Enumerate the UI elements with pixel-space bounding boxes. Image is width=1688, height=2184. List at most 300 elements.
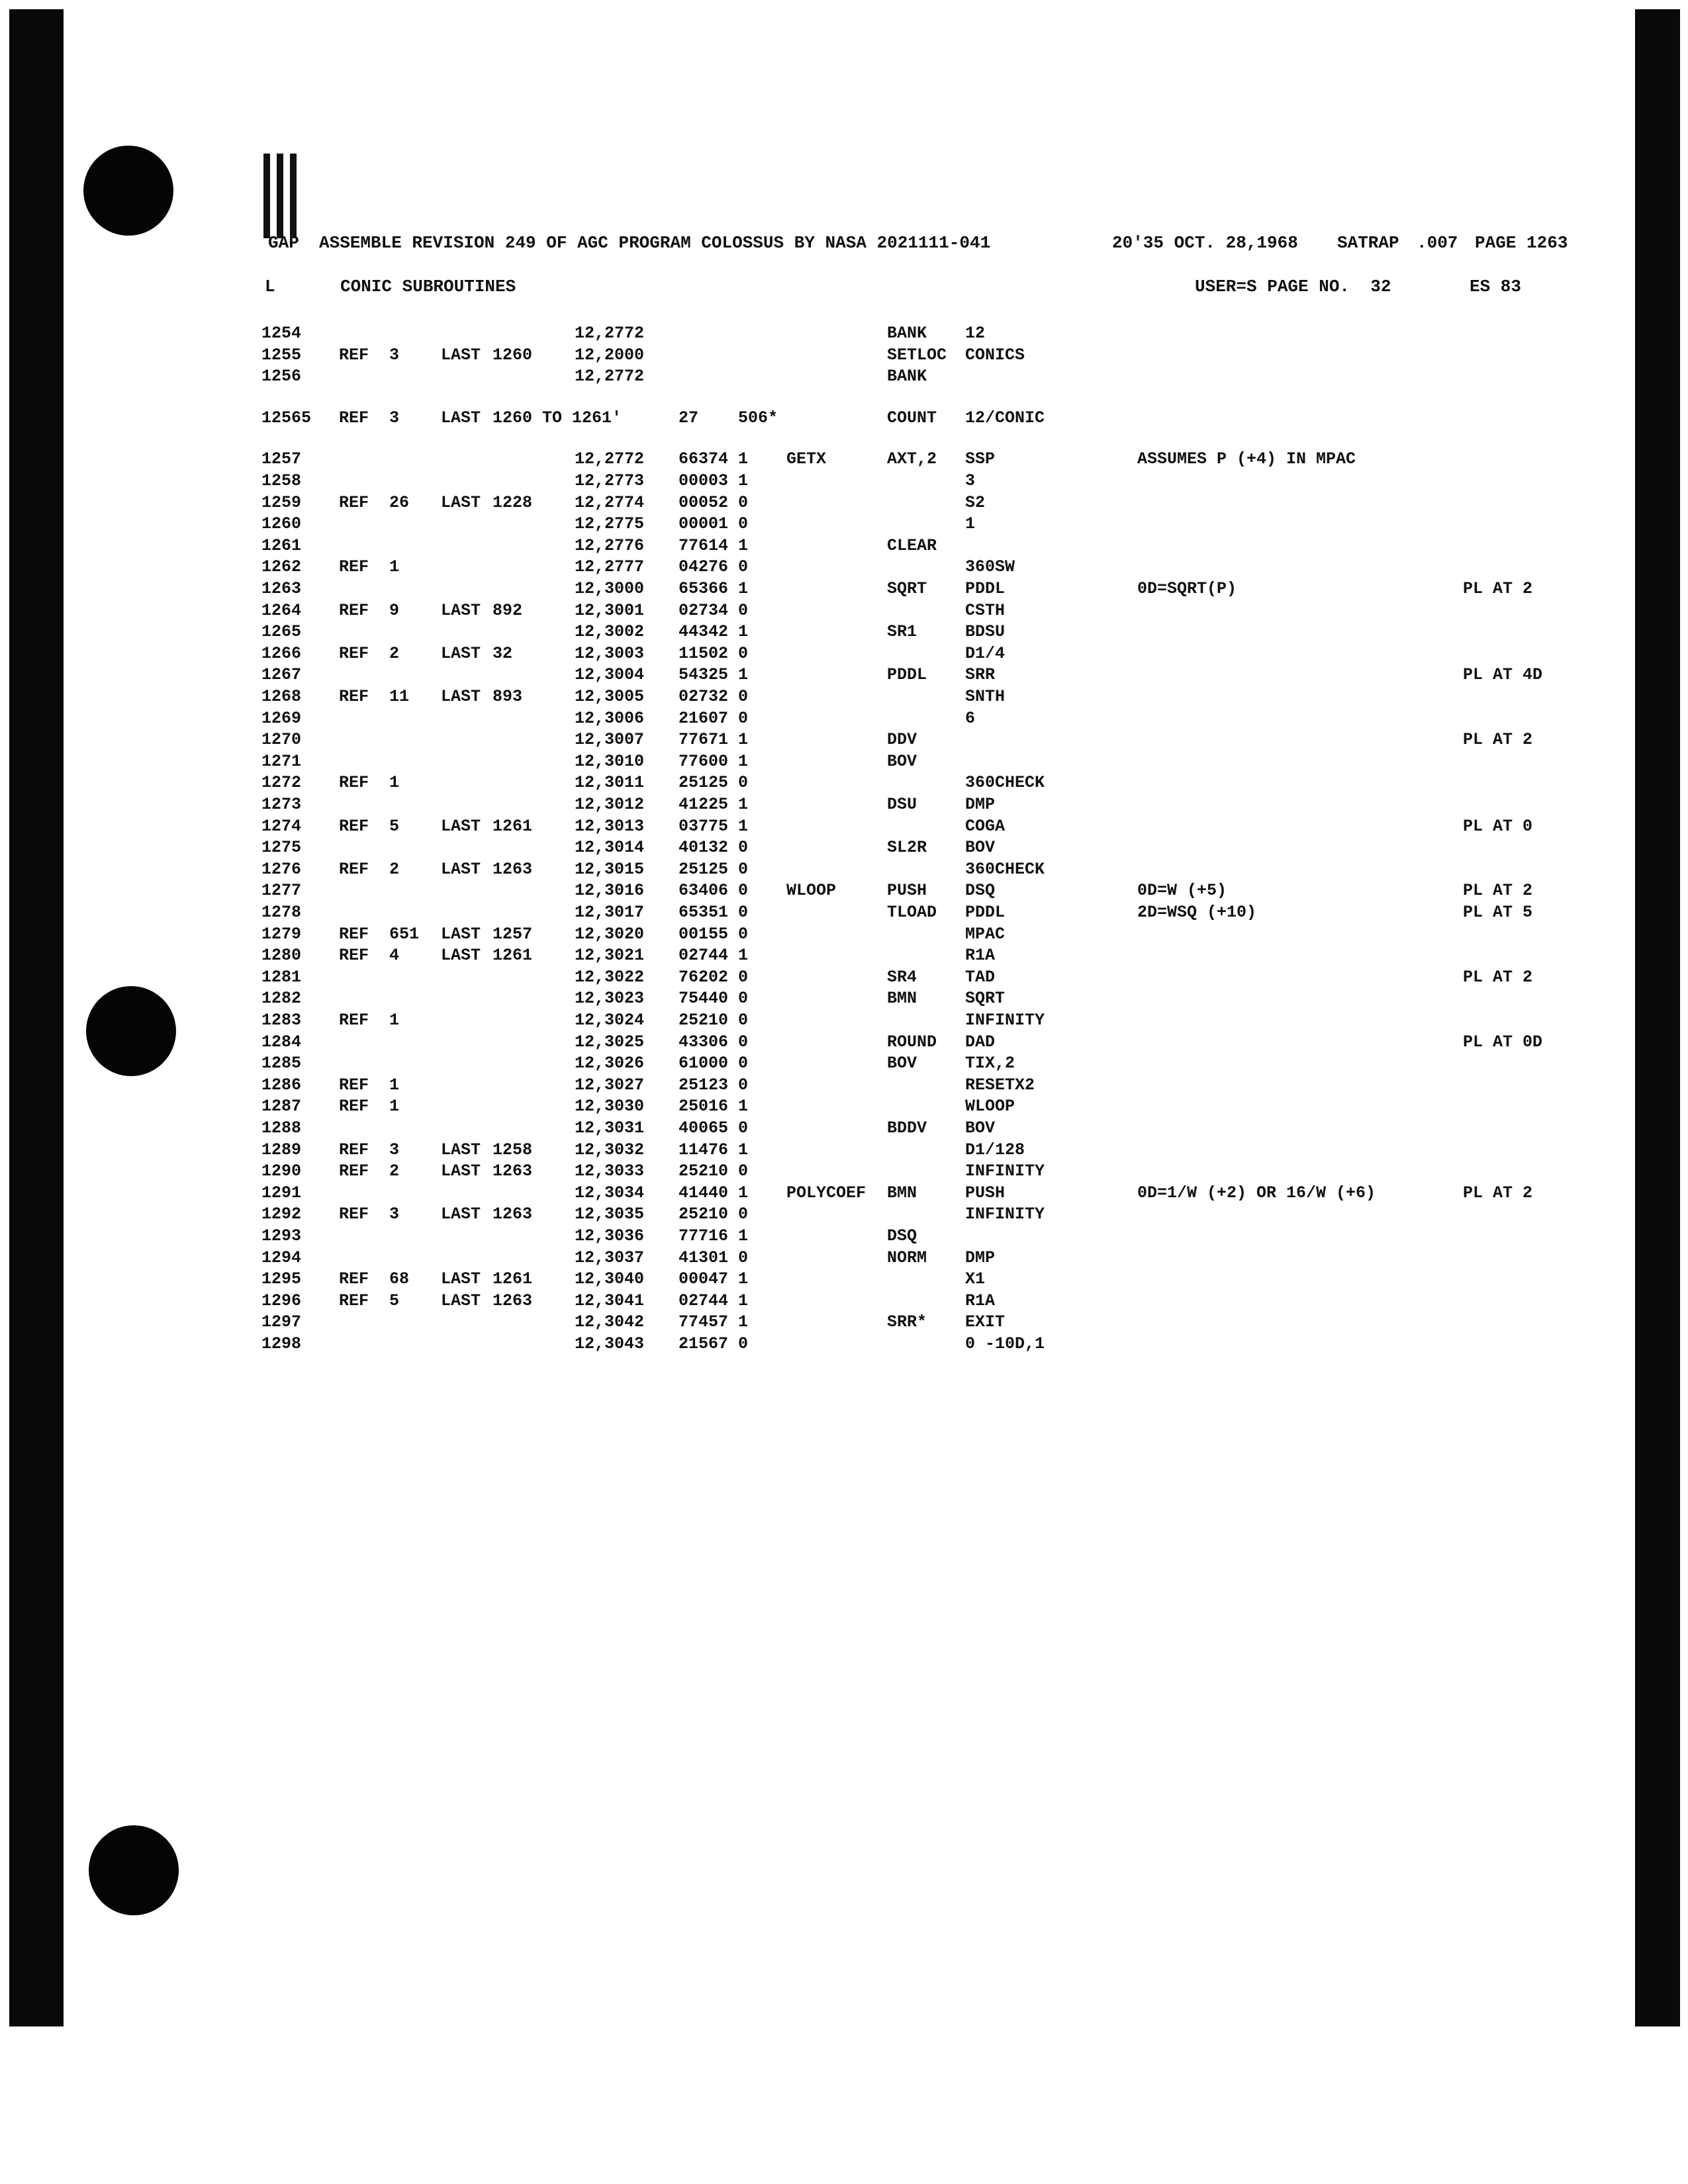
row-opcode: BANK	[887, 324, 927, 343]
row-operand: CSTH	[965, 600, 1006, 620]
row-ref-count: 9	[389, 600, 400, 620]
row-address: 12,3031	[575, 1118, 645, 1138]
row-opcode: SQRT	[887, 579, 927, 598]
row-octal-code: 54325 1	[679, 665, 749, 685]
row-operand: SRR	[965, 665, 996, 685]
row-line-number: 1280	[261, 946, 302, 966]
row-opcode: BANK	[887, 367, 927, 387]
row-ref-marker: REF	[339, 816, 369, 836]
row-octal-code: 00155 0	[679, 924, 749, 944]
row-ref-marker: REF	[339, 1097, 369, 1116]
header-prefix: GAP	[268, 233, 299, 253]
row-line-number: 1297	[261, 1312, 302, 1332]
row-address: 12,2776	[575, 535, 645, 555]
row-ref-count: 651	[389, 924, 420, 944]
row-address: 12,3040	[575, 1269, 645, 1289]
row-opcode: AXT,2	[887, 449, 937, 469]
row-octal-code: 77716 1	[679, 1226, 749, 1246]
row-ref-marker: REF	[339, 1011, 369, 1030]
row-octal-code: 77600 1	[679, 751, 749, 771]
row-last-line: 1258	[492, 1140, 533, 1160]
row-opcode: COUNT	[887, 408, 937, 428]
row-opcode: SRR*	[887, 1312, 927, 1332]
row-address: 12,2777	[575, 557, 645, 577]
row-operand: 6	[965, 708, 976, 728]
row-octal-code: 65351 0	[679, 903, 749, 922]
row-address: 12,3025	[575, 1032, 645, 1052]
row-operand: BOV	[965, 838, 996, 858]
row-line-number: 1279	[261, 924, 302, 944]
row-operand: R1A	[965, 946, 996, 966]
row-octal-code: 25210 0	[679, 1205, 749, 1224]
row-operand: INFINITY	[965, 1011, 1045, 1030]
row-operand: PDDL	[965, 579, 1006, 598]
row-ref-count: 11	[389, 687, 410, 706]
row-line-number: 1294	[261, 1248, 302, 1267]
row-last-line: 1228	[492, 492, 533, 512]
row-octal-code: 11502 0	[679, 643, 749, 663]
punch-hole-bottom	[89, 1825, 179, 1915]
row-pushlist-note: PL AT 0	[1463, 816, 1533, 836]
row-last-line: 1261	[492, 1269, 533, 1289]
row-address: 12,3020	[575, 924, 645, 944]
row-line-number: 1285	[261, 1054, 302, 1073]
row-octal-code: 41225 1	[679, 795, 749, 814]
row-ref-marker: REF	[339, 1161, 369, 1181]
row-line-number: 1281	[261, 967, 302, 987]
row-octal-code: 02744 1	[679, 1291, 749, 1310]
row-ref-marker: REF	[339, 687, 369, 706]
row-line-number: 1292	[261, 1205, 302, 1224]
row-octal-code: 21607 0	[679, 708, 749, 728]
row-address: 12,3012	[575, 795, 645, 814]
row-label: GETX	[786, 449, 827, 469]
row-operand: PDDL	[965, 903, 1006, 922]
row-ref-count: 1	[389, 1075, 400, 1095]
row-comment: 0D=W (+5)	[1137, 881, 1227, 901]
row-ref-count: 68	[389, 1269, 410, 1289]
row-opcode: SR1	[887, 622, 917, 642]
row-address: 12,3036	[575, 1226, 645, 1246]
row-address: 12,3015	[575, 859, 645, 879]
row-line-number: 1267	[261, 665, 302, 685]
row-label: WLOOP	[786, 881, 837, 901]
row-last-line: 893	[492, 687, 523, 706]
row-line-number: 1290	[261, 1161, 302, 1181]
row-opcode: NORM	[887, 1248, 927, 1267]
row-last-line: 1261	[492, 946, 533, 966]
row-line-number: 1283	[261, 1011, 302, 1030]
row-ref-count: 4	[389, 946, 400, 966]
row-line-number: 1282	[261, 989, 302, 1009]
row-octal-code: 25210 0	[679, 1011, 749, 1030]
row-address: 12,3007	[575, 730, 645, 750]
row-operand: 1	[965, 514, 976, 534]
row-operand: INFINITY	[965, 1205, 1045, 1224]
row-line-number: 1298	[261, 1334, 302, 1353]
row-line-number: 1256	[261, 367, 302, 387]
row-address: 12,3004	[575, 665, 645, 685]
row-operand: D1/128	[965, 1140, 1025, 1160]
row-octal-code: 00052 0	[679, 492, 749, 512]
row-ref-count: 1	[389, 1011, 400, 1030]
row-line-number: 1260	[261, 514, 302, 534]
row-line-number: 1274	[261, 816, 302, 836]
row-line-number: 1296	[261, 1291, 302, 1310]
row-pushlist-note: PL AT 2	[1463, 579, 1533, 598]
row-operand: 360CHECK	[965, 773, 1045, 793]
row-label: POLYCOEF	[786, 1183, 867, 1203]
row-pushlist-note: PL AT 5	[1463, 903, 1533, 922]
row-last-line: 1263	[492, 1161, 533, 1181]
row-address: 12,3024	[575, 1011, 645, 1030]
row-octal-code: 21567 0	[679, 1334, 749, 1353]
row-comment: 0D=1/W (+2) OR 16/W (+6)	[1137, 1183, 1376, 1203]
row-line-number: 1291	[261, 1183, 302, 1203]
row-operand: BOV	[965, 1118, 996, 1138]
row-line-number: 1257	[261, 449, 302, 469]
row-operand: WLOOP	[965, 1097, 1015, 1116]
row-line-number: 1273	[261, 795, 302, 814]
row-last-marker: LAST	[441, 924, 481, 944]
row-octal-code: 00001 0	[679, 514, 749, 534]
row-pushlist-note: PL AT 0D	[1463, 1032, 1543, 1052]
row-last-marker: LAST	[441, 1269, 481, 1289]
row-line-number: 1289	[261, 1140, 302, 1160]
row-address: 12,3026	[575, 1054, 645, 1073]
row-last-line: 1263	[492, 1291, 533, 1310]
row-ref-count: 26	[389, 492, 410, 512]
row-operand: DAD	[965, 1032, 996, 1052]
row-opcode: DSQ	[887, 1226, 917, 1246]
row-last-line: 32	[492, 643, 513, 663]
row-address: 12,2775	[575, 514, 645, 534]
row-line-number: 1275	[261, 838, 302, 858]
row-ref-count: 3	[389, 1140, 400, 1160]
row-address: 12,3023	[575, 989, 645, 1009]
row-address: 12,3002	[575, 622, 645, 642]
row-last-marker: LAST	[441, 946, 481, 966]
row-ref-marker: REF	[339, 859, 369, 879]
row-address: 12,3027	[575, 1075, 645, 1095]
row-line-number: 1263	[261, 579, 302, 598]
row-address: 12,3042	[575, 1312, 645, 1332]
row-line-number: 1272	[261, 773, 302, 793]
row-ref-count: 2	[389, 1161, 400, 1181]
row-operand: RESETX2	[965, 1075, 1035, 1095]
row-opcode: SETLOC	[887, 345, 947, 365]
row-operand: 0 -10D,1	[965, 1334, 1045, 1353]
row-operand: EXIT	[965, 1312, 1006, 1332]
row-ref-marker: REF	[339, 773, 369, 793]
row-address: 12,3043	[575, 1334, 645, 1353]
row-octal-code: 11476 1	[679, 1140, 749, 1160]
row-address: 12,3030	[575, 1097, 645, 1116]
row-line-number: 1284	[261, 1032, 302, 1052]
row-last-marker: LAST	[441, 643, 481, 663]
row-address: 12,3014	[575, 838, 645, 858]
row-address: 12,3016	[575, 881, 645, 901]
row-address: 12,3000	[575, 579, 645, 598]
row-ref-count: 1	[389, 1097, 400, 1116]
row-pushlist-note: PL AT 4D	[1463, 665, 1543, 685]
row-ref-marker: REF	[339, 1205, 369, 1224]
row-ref-marker: REF	[339, 1140, 369, 1160]
row-octal-code: 66374 1	[679, 449, 749, 469]
row-ref-count: 5	[389, 1291, 400, 1310]
row-octal-code: 02734 0	[679, 600, 749, 620]
row-line-number: 1259	[261, 492, 302, 512]
row-line-number: 1266	[261, 643, 302, 663]
row-line-number: 1255	[261, 345, 302, 365]
row-operand: TAD	[965, 967, 996, 987]
row-ref-count: 1	[389, 773, 400, 793]
row-line-number: 1276	[261, 859, 302, 879]
header-code: .007	[1417, 233, 1458, 253]
row-last-marker: LAST	[441, 1205, 481, 1224]
row-last-line: 1260 TO 1261'	[492, 408, 622, 428]
row-ref-marker: REF	[339, 492, 369, 512]
row-ref-marker: REF	[339, 345, 369, 365]
row-address: 12,3005	[575, 687, 645, 706]
right-binding-strip	[1635, 9, 1680, 2026]
row-operand: R1A	[965, 1291, 996, 1310]
row-address: 12,3022	[575, 967, 645, 987]
row-ref-count: 3	[389, 408, 400, 428]
header-operator: SATRAP	[1337, 233, 1399, 253]
left-binding-strip	[9, 9, 64, 2026]
row-last-marker: LAST	[441, 600, 481, 620]
row-operand: SQRT	[965, 989, 1006, 1009]
row-line-number: 1261	[261, 535, 302, 555]
row-ref-count: 2	[389, 643, 400, 663]
row-octal-code: 25123 0	[679, 1075, 749, 1095]
row-ref-marker: REF	[339, 408, 369, 428]
row-pushlist-note: PL AT 2	[1463, 967, 1533, 987]
row-line-number: 1295	[261, 1269, 302, 1289]
row-opcode: ROUND	[887, 1032, 937, 1052]
row-line-number: 1258	[261, 471, 302, 490]
row-last-marker: LAST	[441, 816, 481, 836]
row-line-number: 1264	[261, 600, 302, 620]
row-opcode: BMN	[887, 989, 917, 1009]
row-address: 12,3003	[575, 643, 645, 663]
row-ref-marker: REF	[339, 557, 369, 577]
row-ref-marker: REF	[339, 924, 369, 944]
row-line-number: 1254	[261, 324, 302, 343]
row-last-line: 1260	[492, 345, 533, 365]
row-octal-code: 43306 0	[679, 1032, 749, 1052]
row-address: 12,3032	[575, 1140, 645, 1160]
row-ref-marker: REF	[339, 643, 369, 663]
row-operand: DMP	[965, 1248, 996, 1267]
row-operand: 360CHECK	[965, 859, 1045, 879]
row-opcode: BMN	[887, 1183, 917, 1203]
row-address: 12,3010	[575, 751, 645, 771]
row-address: 12,2772	[575, 449, 645, 469]
row-comment: 2D=WSQ (+10)	[1137, 903, 1257, 922]
row-octal-code: 77614 1	[679, 535, 749, 555]
row-opcode: TLOAD	[887, 903, 937, 922]
row-address: 12,3033	[575, 1161, 645, 1181]
row-octal-code: 02732 0	[679, 687, 749, 706]
row-ref-marker: REF	[339, 1291, 369, 1310]
header-timestamp: 20'35 OCT. 28,1968	[1112, 233, 1298, 253]
row-operand: BDSU	[965, 622, 1006, 642]
row-pushlist-note: PL AT 2	[1463, 881, 1533, 901]
row-octal-code: 61000 0	[679, 1054, 749, 1073]
row-address: 12,2000	[575, 345, 645, 365]
row-operand: TIX,2	[965, 1054, 1015, 1073]
row-line-number: 1288	[261, 1118, 302, 1138]
row-last-line: 1263	[492, 1205, 533, 1224]
row-last-marker: LAST	[441, 687, 481, 706]
row-address: 12,3021	[575, 946, 645, 966]
row-last-marker: LAST	[441, 1291, 481, 1310]
row-last-marker: LAST	[441, 1140, 481, 1160]
row-operand: MPAC	[965, 924, 1006, 944]
row-ref-count: 3	[389, 1205, 400, 1224]
row-opcode: DSU	[887, 795, 917, 814]
row-operand: COGA	[965, 816, 1006, 836]
row-address: 12,2773	[575, 471, 645, 490]
row-octal-code: 65366 1	[679, 579, 749, 598]
row-octal-code: 76202 0	[679, 967, 749, 987]
row-address: 12,3035	[575, 1205, 645, 1224]
row-address: 12,2774	[575, 492, 645, 512]
row-octal-code: 25125 0	[679, 773, 749, 793]
row-pushlist-note: PL AT 2	[1463, 1183, 1533, 1203]
row-line-number: 1269	[261, 708, 302, 728]
row-pushlist-note: PL AT 2	[1463, 730, 1533, 750]
row-operand: SNTH	[965, 687, 1006, 706]
row-operand: X1	[965, 1269, 986, 1289]
row-ref-count: 2	[389, 859, 400, 879]
row-octal-code: 25016 1	[679, 1097, 749, 1116]
row-line-number: 1293	[261, 1226, 302, 1246]
row-operand: DMP	[965, 795, 996, 814]
row-octal-code: 00003 1	[679, 471, 749, 490]
row-operand: CONICS	[965, 345, 1025, 365]
row-octal-code: 03775 1	[679, 816, 749, 836]
row-address: 12,3041	[575, 1291, 645, 1310]
row-octal-code: 41440 1	[679, 1183, 749, 1203]
row-last-marker: LAST	[441, 859, 481, 879]
row-address: 12,2772	[575, 324, 645, 343]
punch-hole-middle	[86, 986, 176, 1076]
row-line-number: 1286	[261, 1075, 302, 1095]
row-operand: DSQ	[965, 881, 996, 901]
row-last-line: 1261	[492, 816, 533, 836]
row-ref-marker: REF	[339, 1075, 369, 1095]
row-last-line: 1257	[492, 924, 533, 944]
row-last-line: 892	[492, 600, 523, 620]
row-comment: 0D=SQRT(P)	[1137, 579, 1237, 598]
row-last-marker: LAST	[441, 345, 481, 365]
section-title: CONIC SUBROUTINES	[340, 277, 516, 296]
row-operand: PUSH	[965, 1183, 1006, 1203]
row-operand: S2	[965, 492, 986, 512]
punch-hole-top	[83, 146, 173, 236]
row-opcode: PUSH	[887, 881, 927, 901]
row-address: 12,2772	[575, 367, 645, 387]
row-octal-code: 63406 0	[679, 881, 749, 901]
row-opcode: SR4	[887, 967, 917, 987]
row-line-number: 1287	[261, 1097, 302, 1116]
row-operand: 12/CONIC	[965, 408, 1045, 428]
row-line-number: 12565	[261, 408, 312, 428]
row-address: 12,3001	[575, 600, 645, 620]
row-line-number: 1270	[261, 730, 302, 750]
row-octal-code: 75440 0	[679, 989, 749, 1009]
row-ref-marker: REF	[339, 946, 369, 966]
row-last-marker: LAST	[441, 408, 481, 428]
row-opcode: BOV	[887, 751, 917, 771]
row-address: 12,3034	[575, 1183, 645, 1203]
row-line-number: 1268	[261, 687, 302, 706]
row-opcode: DDV	[887, 730, 917, 750]
subheader-letter: L	[265, 277, 275, 296]
row-ref-count: 3	[389, 345, 400, 365]
row-operand: D1/4	[965, 643, 1006, 663]
row-line-number: 1271	[261, 751, 302, 771]
row-opcode: BOV	[887, 1054, 917, 1073]
row-octal-code: 44342 1	[679, 622, 749, 642]
row-octal-code: 25210 0	[679, 1161, 749, 1181]
row-opcode: BDDV	[887, 1118, 927, 1138]
row-octal-code: 25125 0	[679, 859, 749, 879]
row-operand: SSP	[965, 449, 996, 469]
row-octal-code: 04276 0	[679, 557, 749, 577]
row-operand: 12	[965, 324, 986, 343]
row-last-marker: LAST	[441, 492, 481, 512]
row-octal-code: 02744 1	[679, 946, 749, 966]
row-opcode: CLEAR	[887, 535, 937, 555]
row-last-line: 1263	[492, 859, 533, 879]
row-address: 12,3011	[575, 773, 645, 793]
es-number: ES 83	[1470, 277, 1522, 296]
row-line-number: 1278	[261, 903, 302, 922]
row-ref-count: 1	[389, 557, 400, 577]
row-operand: 360SW	[965, 557, 1015, 577]
row-octal-code: 27 506*	[679, 408, 778, 428]
row-line-number: 1262	[261, 557, 302, 577]
user-page-number: USER=S PAGE NO. 32	[1195, 277, 1391, 296]
row-operand: INFINITY	[965, 1161, 1045, 1181]
row-address: 12,3037	[575, 1248, 645, 1267]
row-comment: ASSUMES P (+4) IN MPAC	[1137, 449, 1356, 469]
row-octal-code: 77457 1	[679, 1312, 749, 1332]
row-opcode: SL2R	[887, 838, 927, 858]
row-ref-count: 5	[389, 816, 400, 836]
row-octal-code: 40132 0	[679, 838, 749, 858]
row-last-marker: LAST	[441, 1161, 481, 1181]
row-line-number: 1277	[261, 881, 302, 901]
row-address: 12,3013	[575, 816, 645, 836]
header-title: ASSEMBLE REVISION 249 OF AGC PROGRAM COLOSSUS BY NASA 2021111-041	[319, 233, 991, 253]
row-address: 12,3017	[575, 903, 645, 922]
printer-stripe-mark	[263, 154, 299, 238]
row-line-number: 1265	[261, 622, 302, 642]
row-operand: 3	[965, 471, 976, 490]
row-ref-marker: REF	[339, 600, 369, 620]
row-address: 12,3006	[575, 708, 645, 728]
row-octal-code: 41301 0	[679, 1248, 749, 1267]
row-ref-marker: REF	[339, 1269, 369, 1289]
row-opcode: PDDL	[887, 665, 927, 685]
row-octal-code: 00047 1	[679, 1269, 749, 1289]
header-page: PAGE 1263	[1475, 233, 1568, 253]
